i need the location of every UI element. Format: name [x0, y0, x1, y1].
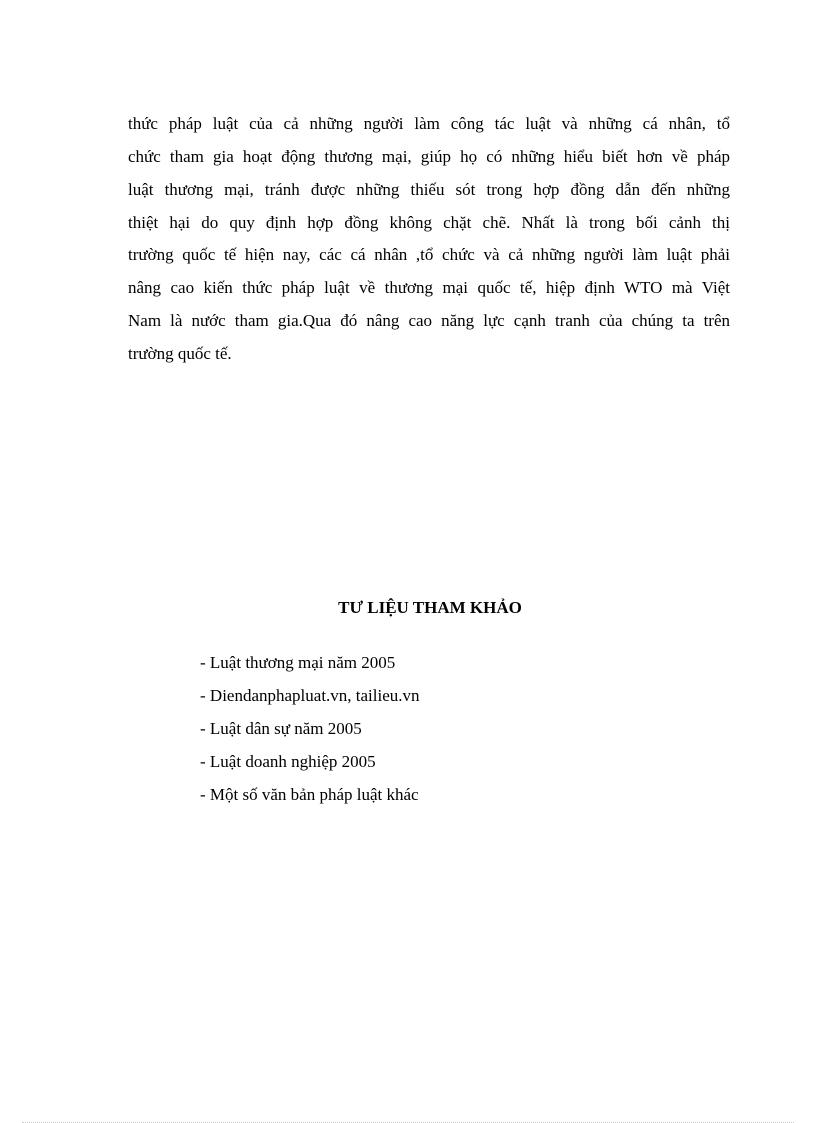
reference-item: - Luật thương mại năm 2005 — [200, 653, 396, 672]
reference-item: - Diendanphapluat.vn, tailieu.vn — [200, 686, 420, 705]
paragraph-line: luật thương mại, tránh được những thiếu sót trong hợp đồng dẫn đến những — [128, 180, 730, 199]
references-title: TƯ LIỆU THAM KHẢO — [338, 598, 522, 617]
paragraph-line: nâng cao kiến thức pháp luật về thương mại quốc tế, hiệp định WTO mà Việt — [128, 278, 730, 297]
reference-item: - Một số văn bản pháp luật khác — [200, 785, 419, 804]
paragraph-line: Nam là nước tham gia.Qua đó nâng cao năng lực cạnh tranh của chúng ta trên — [128, 311, 730, 330]
paragraph-line: thức pháp luật của cả những người làm công tác luật và những cá nhân, tổ — [128, 114, 730, 133]
paragraph-line: thiệt hại do quy định hợp đồng không chặt chẽ. Nhất là trong bối cảnh thị — [128, 213, 730, 232]
reference-item: - Luật doanh nghiệp 2005 — [200, 752, 376, 771]
reference-item: - Luật dân sự năm 2005 — [200, 719, 362, 738]
references-list — [200, 652, 420, 817]
paragraph-line: trường quốc tế hiện nay, các cá nhân ,tổ chức và cả những người làm luật phải — [128, 245, 730, 264]
paragraph-line: trường quốc tế. — [128, 344, 232, 363]
paragraph-line: chức tham gia hoạt động thương mại, giúp họ có những hiểu biết hơn về pháp — [128, 147, 730, 166]
